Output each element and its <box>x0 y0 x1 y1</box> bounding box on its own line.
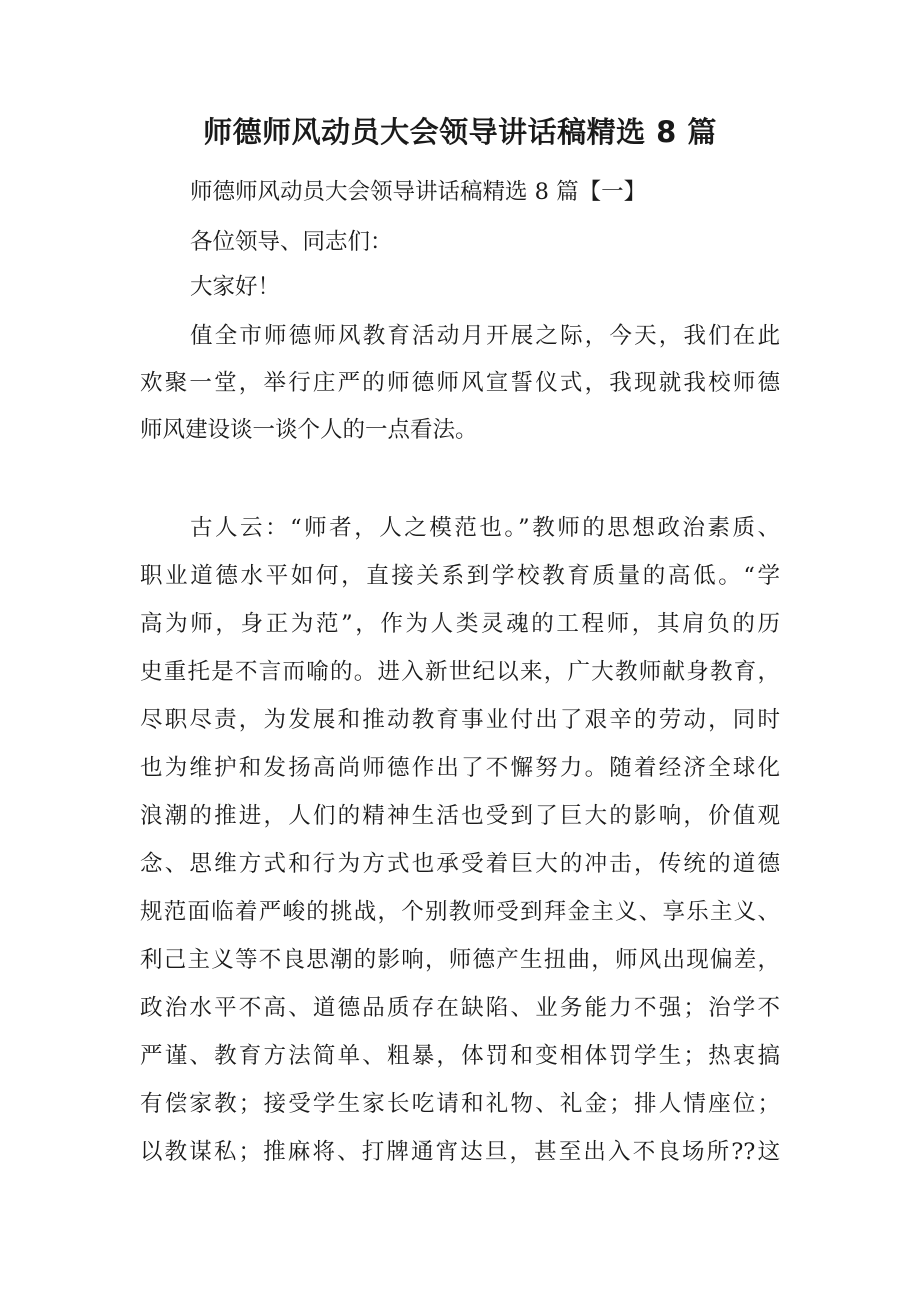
paragraph-1-line-3: 师风建设谈一谈个人的一点看法。 <box>140 417 478 443</box>
paragraph-2-line-8: 念、思维方式和行为方式也承受着巨大的冲击，传统的道德 <box>140 851 780 877</box>
paragraph-2-line-7: 浪潮的推进，人们的精神生活也受到了巨大的影响，价值观 <box>140 803 780 829</box>
paragraph-2-line-6: 也为维护和发扬高尚师德作出了不懈努力。随着经济全球化 <box>140 755 780 781</box>
paragraph-2-line-4: 史重托是不言而喻的。进入新世纪以来，广大教师献身教育， <box>140 659 780 685</box>
paragraph-2-line-11: 政治水平不高、道德品质存在缺陷、业务能力不强；治学不 <box>140 995 780 1021</box>
paragraph-2-line-13: 有偿家教；接受学生家长吃请和礼物、礼金；排人情座位； <box>140 1091 780 1117</box>
greeting: 大家好！ <box>190 274 281 300</box>
paragraph-1-line-2: 欢聚一堂，举行庄严的师德师风宣誓仪式，我现就我校师德 <box>140 370 780 396</box>
paragraph-2-line-14: 以教谋私；推麻将、打牌通宵达旦，甚至出入不良场所??这 <box>140 1139 780 1165</box>
paragraph-2-line-2: 职业道德水平如何，直接关系到学校教育质量的高低。“学 <box>140 563 780 589</box>
paragraph-2-line-10: 利己主义等不良思潮的影响，师德产生扭曲，师风出现偏差， <box>140 947 780 973</box>
document-title: 师德师风动员大会领导讲话稿精选 8 篇 <box>203 115 717 149</box>
paragraph-2-line-12: 严谨、教育方法简单、粗暴，体罚和变相体罚学生；热衷搞 <box>140 1043 780 1069</box>
salutation: 各位领导、同志们： <box>190 229 393 255</box>
paragraph-2-line-9: 规范面临着严峻的挑战，个别教师受到拜金主义、享乐主义、 <box>140 899 780 925</box>
paragraph-1-line-1: 值全市师德师风教育活动月开展之际，今天，我们在此 <box>190 323 780 349</box>
paragraph-2-line-5: 尽职尽责，为发展和推动教育事业付出了艰辛的劳动，同时 <box>140 707 780 733</box>
paragraph-2-line-3: 高为师，身正为范”，作为人类灵魂的工程师，其肩负的历 <box>140 611 780 637</box>
paragraph-2-line-1: 古人云：“师者，人之模范也。”教师的思想政治素质、 <box>190 515 780 541</box>
section-heading: 师德师风动员大会领导讲话稿精选 8 篇【一】 <box>190 179 647 205</box>
